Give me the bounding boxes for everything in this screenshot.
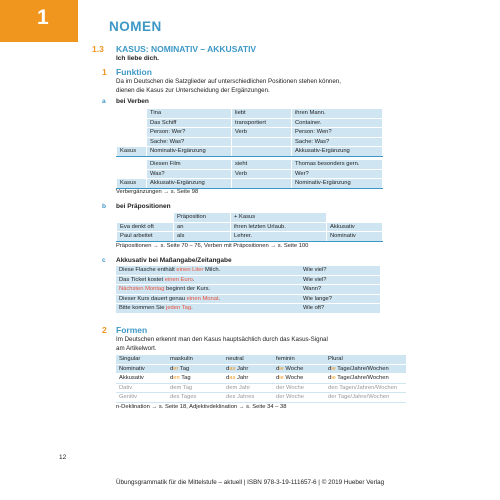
- forms-table: [116, 355, 406, 403]
- section-example: Ich liebe dich.: [116, 55, 159, 62]
- label-c: c: [102, 257, 106, 264]
- table-row: Akkusativ den Tag das Jahr die Woche die Tage/Jahre/Wochen: [116, 374, 406, 384]
- table-row: Nächsten Montag beginnt der Kurs. Wann?: [116, 285, 380, 295]
- text-line: Im Deutschen erkennt man den Kasus hauptsächlich durch das Kasus-Signal: [116, 336, 328, 343]
- table-row: Das Ticket kostet einen Euro. Wie viel?: [116, 275, 380, 285]
- table-row: Dativ dem Tag dem Jahr der Woche den Tagen/Jahren/Wochen: [116, 383, 406, 393]
- table-row: Kasus Nominativ-Ergänzung Akkusativ-Ergänzung: [117, 147, 383, 157]
- verb-note: Verbergänzungen → s. Seite 98: [116, 189, 199, 195]
- table-row: Sache: Was? Sache: Was?: [117, 137, 383, 147]
- funktion-text: [116, 78, 341, 95]
- preposition-table: [116, 212, 383, 242]
- chapter-title: NOMEN: [109, 19, 162, 34]
- funktion-title: Funktion: [116, 67, 152, 77]
- table-row: Genitiv des Tages des Jahres der Woche der Tage/Jahre/Wochen: [116, 393, 406, 403]
- table-row: Paul arbeitet als Lehrer. Nominativ: [117, 232, 383, 242]
- table-row: Das Schiff transportiert Container.: [117, 118, 383, 128]
- text-line: Da im Deutschen die Satzglieder auf unterschiedlichen Positionen stehen können,: [116, 78, 341, 85]
- table-row: Dieser Kurs dauert genau einen Monat. Wie lange?: [116, 294, 380, 304]
- table-header-row: Singular maskulin neutral feminin Plural: [116, 355, 406, 364]
- text-line: am Artikelwort.: [116, 344, 157, 352]
- text-line: dienen die Kasus zur Unterscheidung der Ergänzungen.: [116, 86, 270, 94]
- formen-title: Formen: [116, 325, 148, 335]
- section-number: 1.3: [92, 44, 104, 54]
- label-b: b: [102, 203, 106, 210]
- verb-table-2: [116, 159, 383, 189]
- table-row: Diesen Film sieht Thomas besonders gern.: [117, 160, 383, 170]
- subsection-c-title: Akkusativ bei Maßangabe/Zeitangabe: [116, 257, 232, 264]
- page-footer: Übungsgrammatik für die Mittelstufe – aktuell | ISBN 978-3-19-111657-6 | © 2019 Hueber Verlag: [116, 479, 385, 486]
- preposition-note: Präpositionen → s. Seite 70 – 76, Verben mit Präpositionen → s. Seite 100: [116, 243, 309, 249]
- table-row: Bitte kommen Sie jeden Tag. Wie oft?: [116, 304, 380, 314]
- page-number: 12: [59, 454, 67, 461]
- verb-table-1: [116, 108, 383, 157]
- subsection-b-title: bei Präpositionen: [116, 203, 171, 210]
- table-row: Kasus Akkusativ-Ergänzung Nominativ-Ergänzung: [117, 179, 383, 189]
- formen-note: n-Deklination → s. Seite 18, Adjektivdeklination → s. Seite 34 – 38: [116, 404, 287, 410]
- table-row: Was? Verb Wer?: [117, 169, 383, 179]
- table-row: Person: Wer? Verb Person: Wen?: [117, 128, 383, 138]
- table-row: Tina liebt ihren Mann.: [117, 109, 383, 119]
- table-row: Präposition + Kasus: [117, 213, 383, 223]
- table-row: Eva denkt oft an ihren letzten Urlaub. Akkusativ: [117, 222, 383, 232]
- formen-number: 2: [102, 325, 107, 335]
- label-a: a: [102, 98, 106, 105]
- funktion-number: 1: [102, 67, 107, 77]
- formen-text: [116, 336, 328, 353]
- chapter-number: 1: [37, 6, 49, 29]
- subsection-a-title: bei Verben: [116, 98, 149, 105]
- table-row: Diese Flasche enthält einen Liter Milch. Wie viel?: [116, 266, 380, 275]
- section-title: KASUS: NOMINATIV – AKKUSATIV: [116, 44, 257, 54]
- table-row: Nominativ der Tag das Jahr die Woche die Tage/Jahre/Wochen: [116, 364, 406, 374]
- measure-table: [116, 266, 380, 314]
